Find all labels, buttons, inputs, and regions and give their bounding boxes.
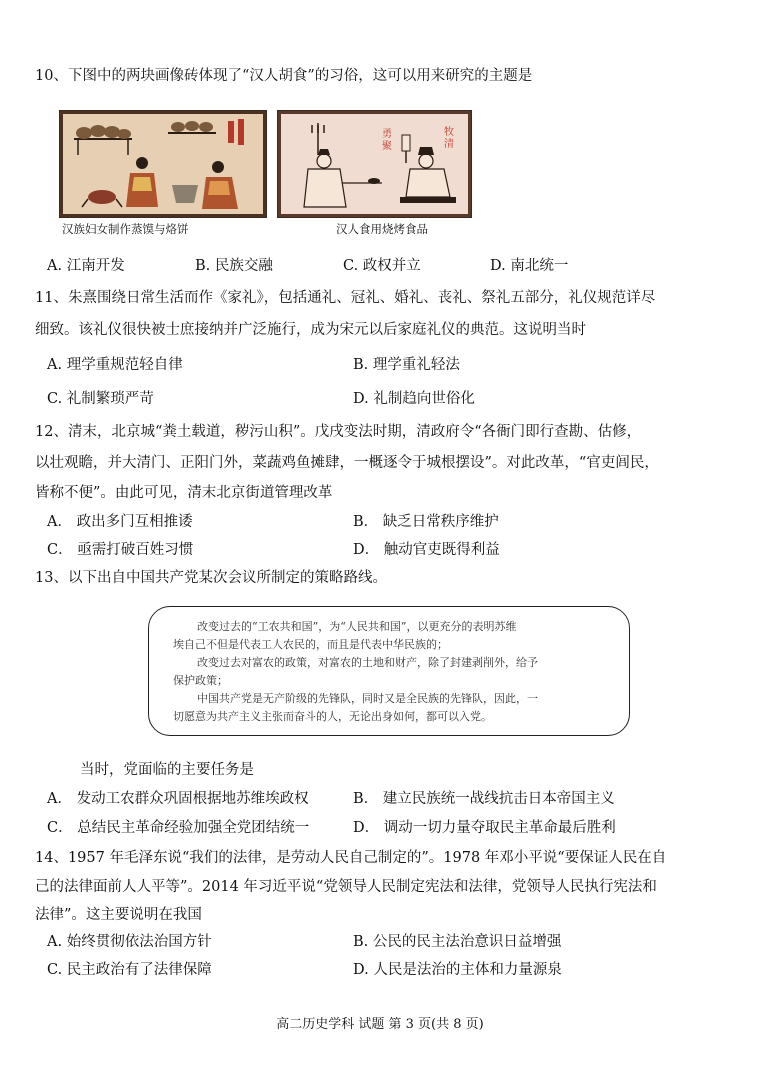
svg-text:聚: 聚 (382, 141, 392, 152)
q14-option-b: B. 公民的民主法治意识日益增强 (353, 934, 562, 950)
q10-option-a: A. 江南开发 (47, 258, 125, 274)
q11-option-b: B. 理学重礼轻法 (353, 357, 460, 373)
page-footer: 高二历史学科 试题 第 3 页(共 8 页) (276, 1017, 484, 1032)
q13-quote-line-1: 改变过去的“工农共和国”，为“人民共和国”，以更充分的表明苏维 (197, 620, 517, 633)
q12-stem-line-2: 以壮观瞻，并大清门、正阳门外，菜蔬鸡鱼摊肆，一概逐令于城根摆设”。对此改革，“官吏闾民， (35, 455, 659, 471)
q13-quote-line-3: 改变过去对富农的政策，对富农的土地和财产，除了封建剥削外，给予 (197, 656, 538, 669)
brick-right-caption: 汉人食用烧烤食品 (336, 222, 428, 236)
q11-stem-line-2: 细致。该礼仪很快被士庶接纳并广泛施行，成为宋元以后家庭礼仪的典范。这说明当时 (35, 322, 586, 338)
q12-stem-line-1: 12、清末，北京城“粪土载道，秽污山积”。戊戌变法时期，清政府令“各衙门即行查勘、估修， (35, 424, 642, 440)
q10-option-d: D. 南北统一 (490, 258, 569, 274)
q12-stem-line-3: 皆称不便”。由此可见，清末北京街道管理改革 (35, 485, 333, 501)
q10-option-c: C. 政权并立 (343, 258, 421, 274)
q13-quote-line-6: 切愿意为共产主义主张而奋斗的人，无论出身如何，都可以入党。 (173, 710, 492, 723)
q11-option-a: A. 理学重规范轻自律 (47, 357, 183, 373)
q12-option-a: A． 政出多门互相推诿 (47, 514, 193, 530)
q10-option-b: B. 民族交融 (195, 258, 273, 274)
q10-stem: 10、下图中的两块画像砖体现了“汉人胡食”的习俗，这可以用来研究的主题是 (35, 68, 533, 84)
q12-option-b: B． 缺乏日常秩序维护 (353, 514, 499, 530)
q12-option-d: D． 触动官吏既得利益 (353, 542, 500, 558)
q14-option-d: D. 人民是法治的主体和力量源泉 (353, 962, 562, 978)
q13-quote-line-2: 埃自己不但是代表工人农民的，而且是代表中华民族的； (173, 638, 448, 651)
q11-option-d: D. 礼制趋向世俗化 (353, 391, 475, 407)
q13-quote-line-5: 中国共产党是无产阶级的先锋队，同时又是全民族的先锋队，因此，一 (197, 692, 538, 705)
q14-option-a: A. 始终贯彻依法治国方针 (47, 934, 212, 950)
q11-stem-line-1: 11、朱熹围绕日常生活而作《家礼》，包括通礼、冠礼、婚礼、丧礼、祭礼五部分，礼仪规范详尽 (35, 290, 656, 306)
q13-option-a: A． 发动工农群众巩固根据地苏维埃政权 (47, 791, 309, 807)
q14-stem-line-1: 14、1957 年毛泽东说“我们的法律，是劳动人民自己制定的”。1978 年邓小平说“要保证人民在自 (35, 850, 667, 866)
brick-left-caption: 汉族妇女制作蒸馍与烙饼 (62, 222, 189, 236)
q13-stem: 13、以下出自中国共产党某次会议所制定的策略路线。 (35, 570, 387, 586)
q14-option-c: C. 民主政治有了法律保障 (47, 962, 212, 978)
q14-stem-line-3: 法律”。这主要说明在我国 (35, 907, 202, 923)
brick-right-illustration (278, 111, 471, 217)
brick-image-right (277, 110, 472, 218)
svg-text:清: 清 (444, 139, 454, 150)
q14-stem-line-2: 己的法律面前人人平等”。2014 年习近平说“党领导人民制定宪法和法律，党领导人民执行宪法和 (35, 879, 657, 895)
svg-text:勇: 勇 (382, 129, 392, 140)
q12-option-c: C． 亟需打破百姓习惯 (47, 542, 194, 558)
q13-quote-box (148, 606, 630, 736)
brick-image-left (59, 110, 267, 218)
q13-option-b: B． 建立民族统一战线抗击日本帝国主义 (353, 791, 615, 807)
svg-text:牧: 牧 (444, 127, 454, 138)
q13-quote-line-4: 保护政策； (173, 674, 228, 687)
q11-option-c: C. 礼制繁琐严苛 (47, 391, 154, 407)
q13-option-d: D． 调动一切力量夺取民主革命最后胜利 (353, 820, 616, 836)
q13-option-c: C． 总结民主革命经验加强全党团结统一 (47, 820, 310, 836)
q13-followup: 当时，党面临的主要任务是 (80, 762, 254, 778)
brick-left-illustration (60, 111, 266, 217)
